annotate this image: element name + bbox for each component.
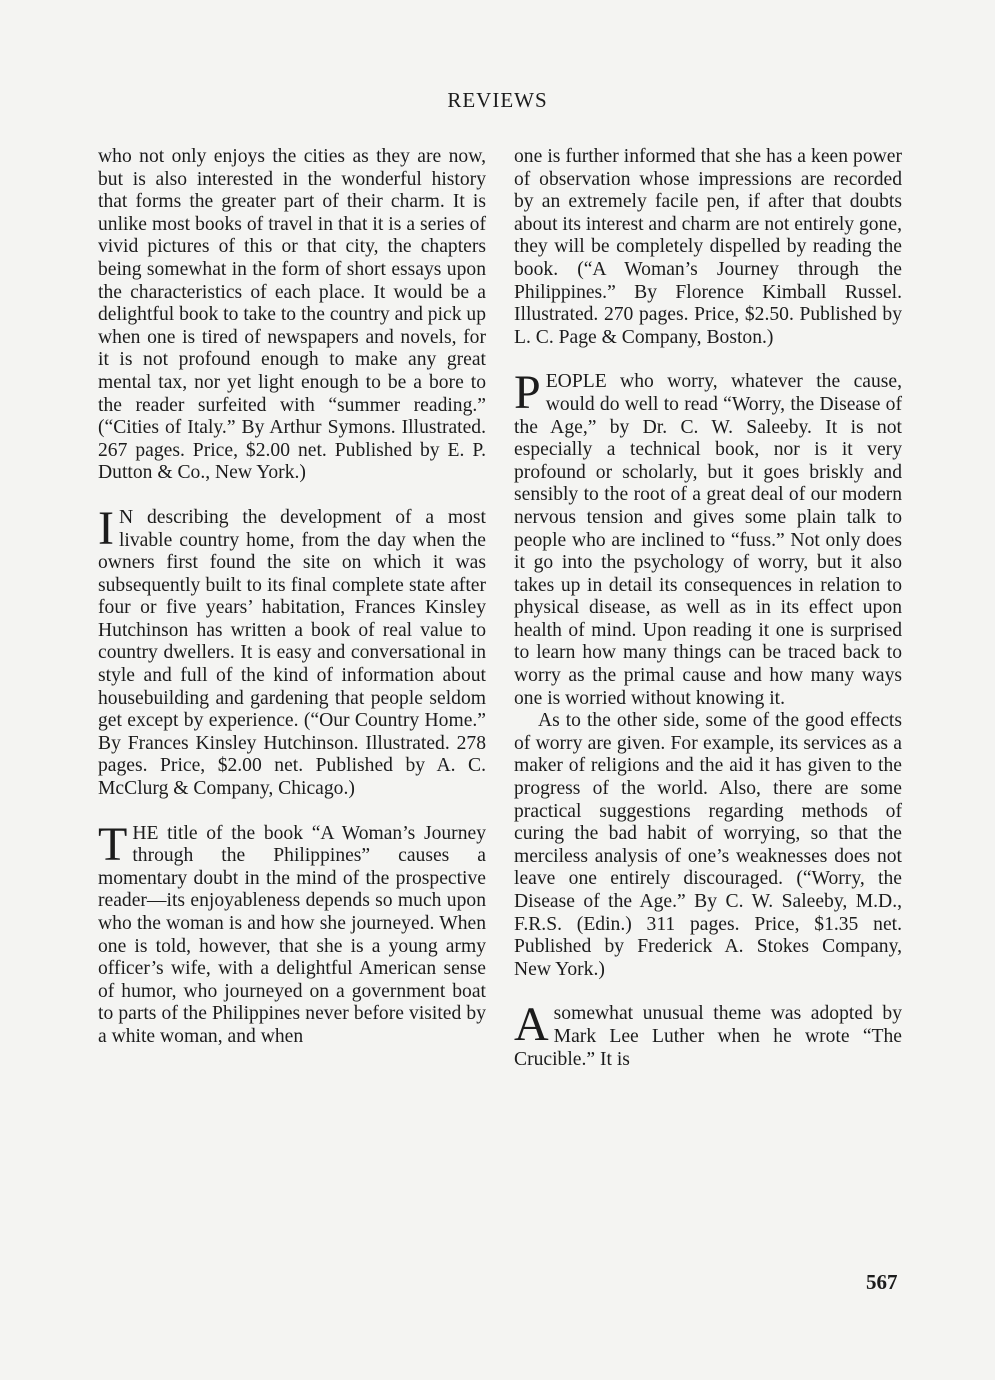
review-womans-journey bbox=[98, 817, 486, 1049]
review-text: somewhat unusual theme was adopted by Mark Lee Luther when he wrote “The Crucible.” It is bbox=[514, 1003, 902, 1070]
review-cities-of-italy-continuation: who not only enjoys the cities as they are now, but is also interested in the wonderful history that forms the greater part of their charm. It is unlike most books of travel in that it is a series of vivid pictures of this or that city, the chapters being somewhat in the form of short essays upon the characteristics of each place. It would be a delightful book to take to the country and pick up when one is tired of newspapers and novels, for it is not profound enough to make any great mental tax, nor yet light enough to be a bore to the reader surfeited with “summer reading.” (“Cities of Italy.” By Arthur Symons. Illustrated. 267 pages. Price, $2.00 net. Published by E. P. Dutton & Co., New York.) bbox=[98, 146, 486, 484]
page-number: 567 bbox=[866, 1270, 898, 1294]
review-our-country-home bbox=[98, 501, 486, 801]
left-column bbox=[98, 146, 486, 1049]
review-text: describing the development of a most livable country home, from the day when the owners first found the site on which it was subsequently built to its final complete state after four or five years’ habitation, Frances Kinsley Hutchinson has written a book of real value to country dwellers. It is easy and conversational in style and full of the kind of information about housebuilding and gardening that people seldom get except by experience. (“Our Country Home.” By Frances Kinsley Hutchinson. Illustrated. 278 pages. Price, $2.00 net. Published by A. C. McClurg & Company, Chicago.) bbox=[98, 506, 486, 800]
drop-cap: T bbox=[98, 817, 128, 871]
lead-word: N bbox=[118, 506, 134, 528]
review-the-crucible bbox=[514, 998, 902, 1071]
drop-cap: P bbox=[514, 366, 541, 420]
drop-cap: A bbox=[514, 998, 549, 1052]
review-text-continued: As to the other side, some of the good effects of worry are given. For example, its services as a maker of religions and the aid it has given to the progress of the world. Also, there are some practical suggestions regarding methods of curing the bad habit of worrying, so that the merciless analysis of one’s weaknesses does not leave one entirely discouraged. (“Worry, the Disease of the Age.” By C. W. Saleeby, M.D., F.R.S. (Edin.) 311 pages. Price, $1.35 net. Published by Frederick A. Stokes Company, New York.) bbox=[514, 710, 902, 980]
review-womans-journey-continuation: one is further informed that she has a keen power of observation whose impressions are recorded by an extremely facile pen, if after that doubts about its interest and charm are not entirely gone, they will be completely dispelled by reading the book. (“A Woman’s Journey through the Philippines.” By Florence Kimball Russel. Illustrated. 270 pages. Price, $2.50. Published by L. C. Page & Company, Boston.) bbox=[514, 146, 902, 348]
lead-word: EOPLE bbox=[545, 371, 607, 393]
review-worry bbox=[514, 366, 902, 981]
review-text: who worry, whatever the cause, would do well to read “Worry, the Disease of the Age,” by Dr. C. W. Saleeby. It is not especially a technical book, nor is it very profound or scholarly, but it goes briskly and sensibly to the root of a great deal of our modern nervous tension and gives some plain talk to people who are inclined to “fuss.” Not only does it go into the psychology of worry, but it also takes up in detail its consequences in relation to physical disease, as well as in its effect upon health of mind. Upon reading it one is surprised to learn how many things can be traced back to worry as the primal cause and how many ways one is worried without knowing it. bbox=[514, 371, 902, 709]
drop-cap: I bbox=[98, 501, 114, 555]
right-column bbox=[514, 146, 902, 1071]
review-text: title of the book “A Woman’s Journey through the Philippines” causes a momentary doubt in the mind of the prospective reader—its enjoyableness depends so much upon who the woman is and how she journeyed. When one is told, however, that she is a young army officer’s wife, with a delightful American sense of humor, who journeyed on a government boat to parts of the Philippines never before visited by a white woman, and when bbox=[98, 822, 486, 1047]
page-header: REVIEWS bbox=[447, 88, 548, 112]
lead-word: HE bbox=[132, 822, 159, 844]
